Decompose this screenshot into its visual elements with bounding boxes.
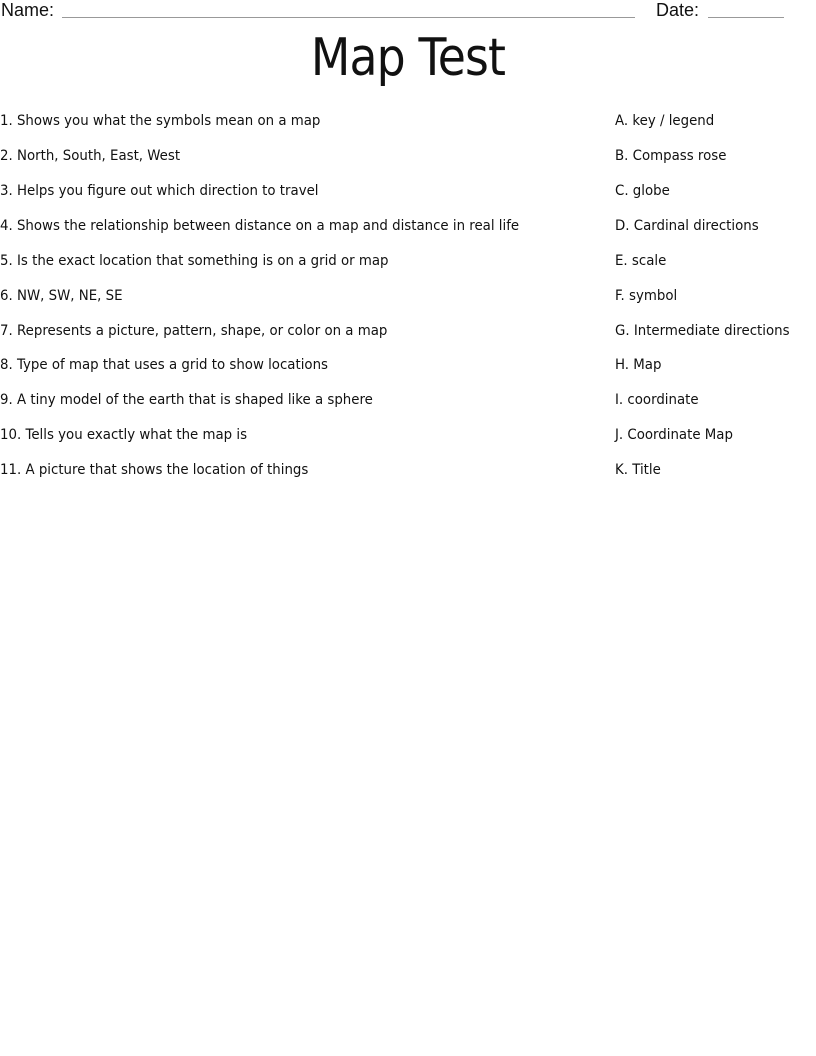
answer-item: I. coordinate [615,392,699,408]
question-item: 10. Tells you exactly what the map is [0,427,248,443]
question-item: 3. Helps you figure out which direction to travel [0,183,319,199]
question-item: 5. Is the exact location that something is on a grid or map [0,253,389,269]
answer-item: E. scale [615,253,667,269]
page-title: Map Test [310,28,506,88]
question-item: 1. Shows you what the symbols mean on a map [0,113,321,129]
question-item: 8. Type of map that uses a grid to show locations [0,357,328,373]
answer-item: J. Coordinate Map [615,427,733,443]
question-item: 6. NW, SW, NE, SE [0,288,123,304]
answer-item: C. globe [615,183,670,199]
question-item: 2. North, South, East, West [0,148,181,164]
name-label: Name: [1,0,55,20]
answer-item: B. Compass rose [615,148,727,164]
date-field-line[interactable] [708,17,784,18]
question-item: 11. A picture that shows the location of things [0,462,309,478]
question-item: 4. Shows the relationship between distance on a map and distance in real life [0,218,520,234]
question-item: 7. Represents a picture, pattern, shape, or color on a map [0,323,388,339]
answer-item: K. Title [615,462,661,478]
answer-item: A. key / legend [615,113,715,129]
date-label: Date: [656,0,700,20]
question-item: 9. A tiny model of the earth that is shaped like a sphere [0,392,373,408]
answer-item: D. Cardinal directions [615,218,759,234]
answer-item: F. symbol [615,288,678,304]
name-field-line[interactable] [62,17,635,18]
answer-item: H. Map [615,357,662,373]
worksheet-header [0,0,816,22]
answer-item: G. Intermediate directions [615,323,790,339]
